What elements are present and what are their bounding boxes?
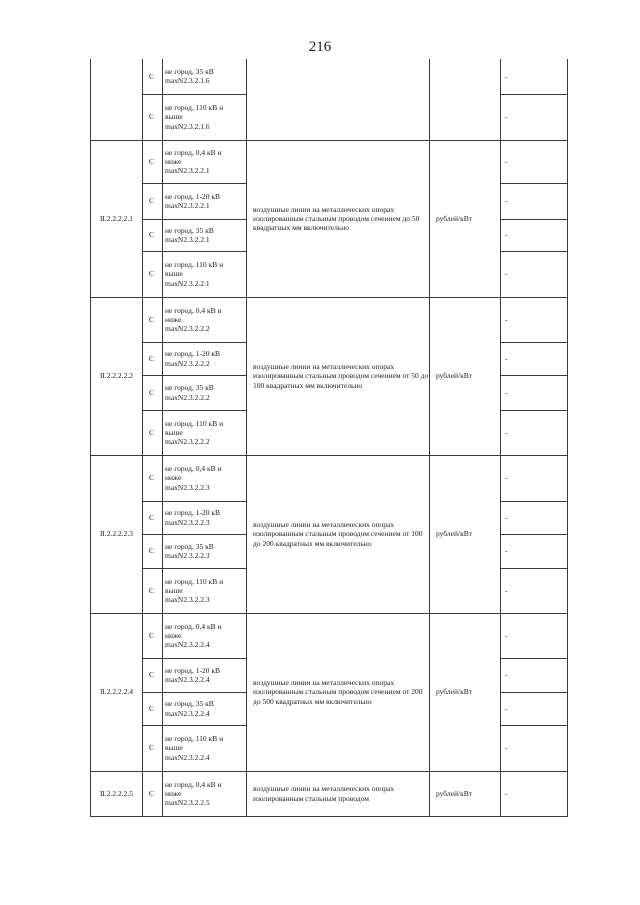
rate-name-line: не город, 1-20 кВ bbox=[165, 508, 220, 518]
rate-name-line: выше bbox=[165, 112, 183, 122]
item-code: II.2.2.2.2.3 bbox=[91, 455, 143, 613]
rate-value: - bbox=[501, 771, 568, 816]
rate-name-line: maxN2.3.2.2.1 bbox=[165, 201, 210, 210]
rate-symbol: С bbox=[143, 375, 163, 410]
rate-name bbox=[163, 658, 247, 692]
rate-name-line: не город, 110 кВ и bbox=[165, 576, 224, 586]
rate-value: - bbox=[501, 59, 568, 94]
rate-name bbox=[163, 297, 247, 342]
rate-symbol: С bbox=[143, 455, 163, 501]
rate-value: - bbox=[501, 725, 568, 771]
rate-value: - bbox=[501, 658, 568, 692]
table-row bbox=[91, 613, 568, 658]
rate-name bbox=[163, 568, 247, 613]
rate-symbol: С bbox=[143, 534, 163, 568]
rate-value: - bbox=[501, 692, 568, 725]
rate-symbol: С bbox=[143, 658, 163, 692]
rate-name bbox=[163, 410, 247, 455]
line-description bbox=[247, 59, 430, 140]
unit: рублей/кВт bbox=[430, 455, 501, 613]
rate-name-line: maxN2.3.2.2.4 bbox=[165, 675, 210, 684]
rate-name-line: maxN2.3.2.2.4 bbox=[165, 640, 210, 650]
rate-symbol: С bbox=[143, 59, 163, 94]
rate-value: - bbox=[501, 501, 568, 534]
unit: рублей/кВт bbox=[430, 140, 501, 297]
table-row bbox=[91, 297, 568, 342]
rate-name-line: maxN2.3.2.2.3 bbox=[165, 595, 210, 605]
rate-name-line: не город, 110 кВ и bbox=[165, 734, 224, 744]
rate-name-line: не город, 0,4 кВ и bbox=[165, 464, 222, 474]
rate-value: - bbox=[501, 297, 568, 342]
rate-value: - bbox=[501, 410, 568, 455]
rate-value: - bbox=[501, 375, 568, 410]
unit: рублей/кВт bbox=[430, 613, 501, 771]
rate-name-line: maxN2.3.2.2.1 bbox=[165, 278, 210, 288]
item-code bbox=[91, 59, 143, 140]
rate-symbol: С bbox=[143, 692, 163, 725]
rate-name-line: не город, 0,4 кВ и bbox=[165, 779, 222, 789]
rate-name-line: maxN2.3.2.2.2 bbox=[165, 437, 210, 447]
rate-name-line: ниже bbox=[165, 314, 182, 324]
rate-name-line: выше bbox=[165, 585, 183, 595]
rate-value: - bbox=[501, 568, 568, 613]
rate-value: - bbox=[501, 219, 568, 251]
rate-name-line: maxN2.3.2.2.2 bbox=[165, 358, 210, 368]
rate-name-line: maxN2.3.2.1.6 bbox=[165, 76, 210, 86]
rate-name bbox=[163, 692, 247, 725]
rate-value: - bbox=[501, 455, 568, 501]
table-row bbox=[91, 59, 568, 94]
rate-name-line: не город, 0,4 кВ и bbox=[165, 305, 222, 315]
line-description: воздушные линии на металлических опорах изолированным стальным проводом сечением от 50 до 100 квадратных мм включительно bbox=[247, 297, 430, 455]
rate-name bbox=[163, 613, 247, 658]
line-description: воздушные линии на металлических опорах изолированным стальным проводом сечением от 100 до 200 квадратных мм включительно bbox=[247, 455, 430, 613]
rate-name bbox=[163, 534, 247, 568]
rate-name-line: не город, 0,4 кВ и bbox=[165, 147, 222, 157]
rate-name bbox=[163, 725, 247, 771]
rate-name-line: выше bbox=[165, 427, 183, 437]
rate-name bbox=[163, 501, 247, 534]
rate-symbol: С bbox=[143, 410, 163, 455]
rate-name-line: maxN2.3.2.2.4 bbox=[165, 752, 210, 762]
rate-symbol: С bbox=[143, 251, 163, 297]
rate-symbol: С bbox=[143, 183, 163, 219]
rate-name-line: maxN2.3.2.2.3 bbox=[165, 517, 210, 527]
line-description: воздушные линии на металлических опорах изолированным стальным проводом сечением от 200 до 500 квадратных мм включительно bbox=[247, 613, 430, 771]
rate-symbol: С bbox=[143, 501, 163, 534]
rate-name-line: maxN2.3.2.2.3 bbox=[165, 551, 210, 560]
rate-name-line: не город, 1-20 кВ bbox=[165, 665, 220, 675]
rate-name-line: maxN2.3.2.2.2 bbox=[165, 324, 210, 334]
rate-symbol: С bbox=[143, 771, 163, 816]
rate-name bbox=[163, 375, 247, 410]
unit bbox=[430, 59, 501, 140]
rate-name-line: не город, 1-20 кВ bbox=[165, 191, 220, 201]
rate-symbol: С bbox=[143, 140, 163, 183]
rate-name bbox=[163, 59, 247, 94]
rate-name-line: ниже bbox=[165, 473, 182, 483]
table-row bbox=[91, 140, 568, 183]
rate-name bbox=[163, 342, 247, 375]
item-code: II.2.2.2.2.4 bbox=[91, 613, 143, 771]
table-row bbox=[91, 771, 568, 816]
rate-name-line: выше bbox=[165, 269, 183, 279]
rate-name-line: не город, 35 кВ bbox=[165, 225, 214, 235]
rate-name-line: не город, 110 кВ и bbox=[165, 103, 224, 113]
rate-name-line: maxN2.3.2.2.1 bbox=[165, 166, 210, 176]
item-code: II.2.2.2.2.2 bbox=[91, 297, 143, 455]
unit: рублей/кВт bbox=[430, 297, 501, 455]
rate-name-line: ниже bbox=[165, 630, 182, 640]
rate-name-line: ниже bbox=[165, 156, 182, 166]
tariff-table bbox=[90, 59, 568, 817]
rate-name-line: maxN2.3.2.2.1 bbox=[165, 235, 210, 244]
rate-symbol: С bbox=[143, 94, 163, 140]
rate-name bbox=[163, 183, 247, 219]
table-row bbox=[91, 455, 568, 501]
rate-name bbox=[163, 251, 247, 297]
rate-name bbox=[163, 771, 247, 816]
line-description: воздушные линии на металлических опорах изолированным стальным проводом сечением до 50 квадратных мм включительно bbox=[247, 140, 430, 297]
rate-name-line: не город, 0,4 кВ и bbox=[165, 621, 222, 631]
rate-value: - bbox=[501, 613, 568, 658]
item-code: II.2.2.2.2.5 bbox=[91, 771, 143, 816]
rate-name-line: maxN2.3.2.2.5 bbox=[165, 798, 210, 808]
rate-name-line: не город, 35 кВ bbox=[165, 541, 214, 551]
rate-name-line: не город, 1-20 кВ bbox=[165, 349, 220, 359]
rate-value: - bbox=[501, 534, 568, 568]
rate-name-line: maxN2.3.2.2.4 bbox=[165, 708, 210, 718]
rate-value: - bbox=[501, 251, 568, 297]
rate-value: - bbox=[501, 183, 568, 219]
rate-name-line: не город, 35 кВ bbox=[165, 699, 214, 709]
rate-name bbox=[163, 219, 247, 251]
rate-value: - bbox=[501, 140, 568, 183]
rate-name-line: maxN2.3.2.2.3 bbox=[165, 482, 210, 492]
rate-name bbox=[163, 94, 247, 140]
item-code: II.2.2.2.2.1 bbox=[91, 140, 143, 297]
rate-name bbox=[163, 455, 247, 501]
rate-symbol: С bbox=[143, 613, 163, 658]
rate-name-line: не город, 110 кВ и bbox=[165, 418, 224, 428]
rate-name-line: maxN2.3.2.2.2 bbox=[165, 392, 210, 402]
rate-name-line: не город, 35 кВ bbox=[165, 383, 214, 393]
rate-name bbox=[163, 140, 247, 183]
rate-value: - bbox=[501, 94, 568, 140]
rate-name-line: выше bbox=[165, 743, 183, 753]
rate-name-line: не город, 110 кВ и bbox=[165, 260, 224, 270]
page-number: 216 bbox=[308, 39, 332, 55]
rate-name-line: не город, 35 кВ bbox=[165, 67, 214, 77]
rate-name-line: ниже bbox=[165, 788, 182, 798]
rate-symbol: С bbox=[143, 725, 163, 771]
rate-symbol: С bbox=[143, 568, 163, 613]
line-description: воздушные линии на металлических опорах изолированным стальным проводом bbox=[247, 771, 430, 816]
unit: рублей/кВт bbox=[430, 771, 501, 816]
rate-symbol: С bbox=[143, 219, 163, 251]
rate-name-line: maxN2.3.2.1.6 bbox=[165, 121, 210, 131]
rate-symbol: С bbox=[143, 297, 163, 342]
rate-value: - bbox=[501, 342, 568, 375]
rate-symbol: С bbox=[143, 342, 163, 375]
